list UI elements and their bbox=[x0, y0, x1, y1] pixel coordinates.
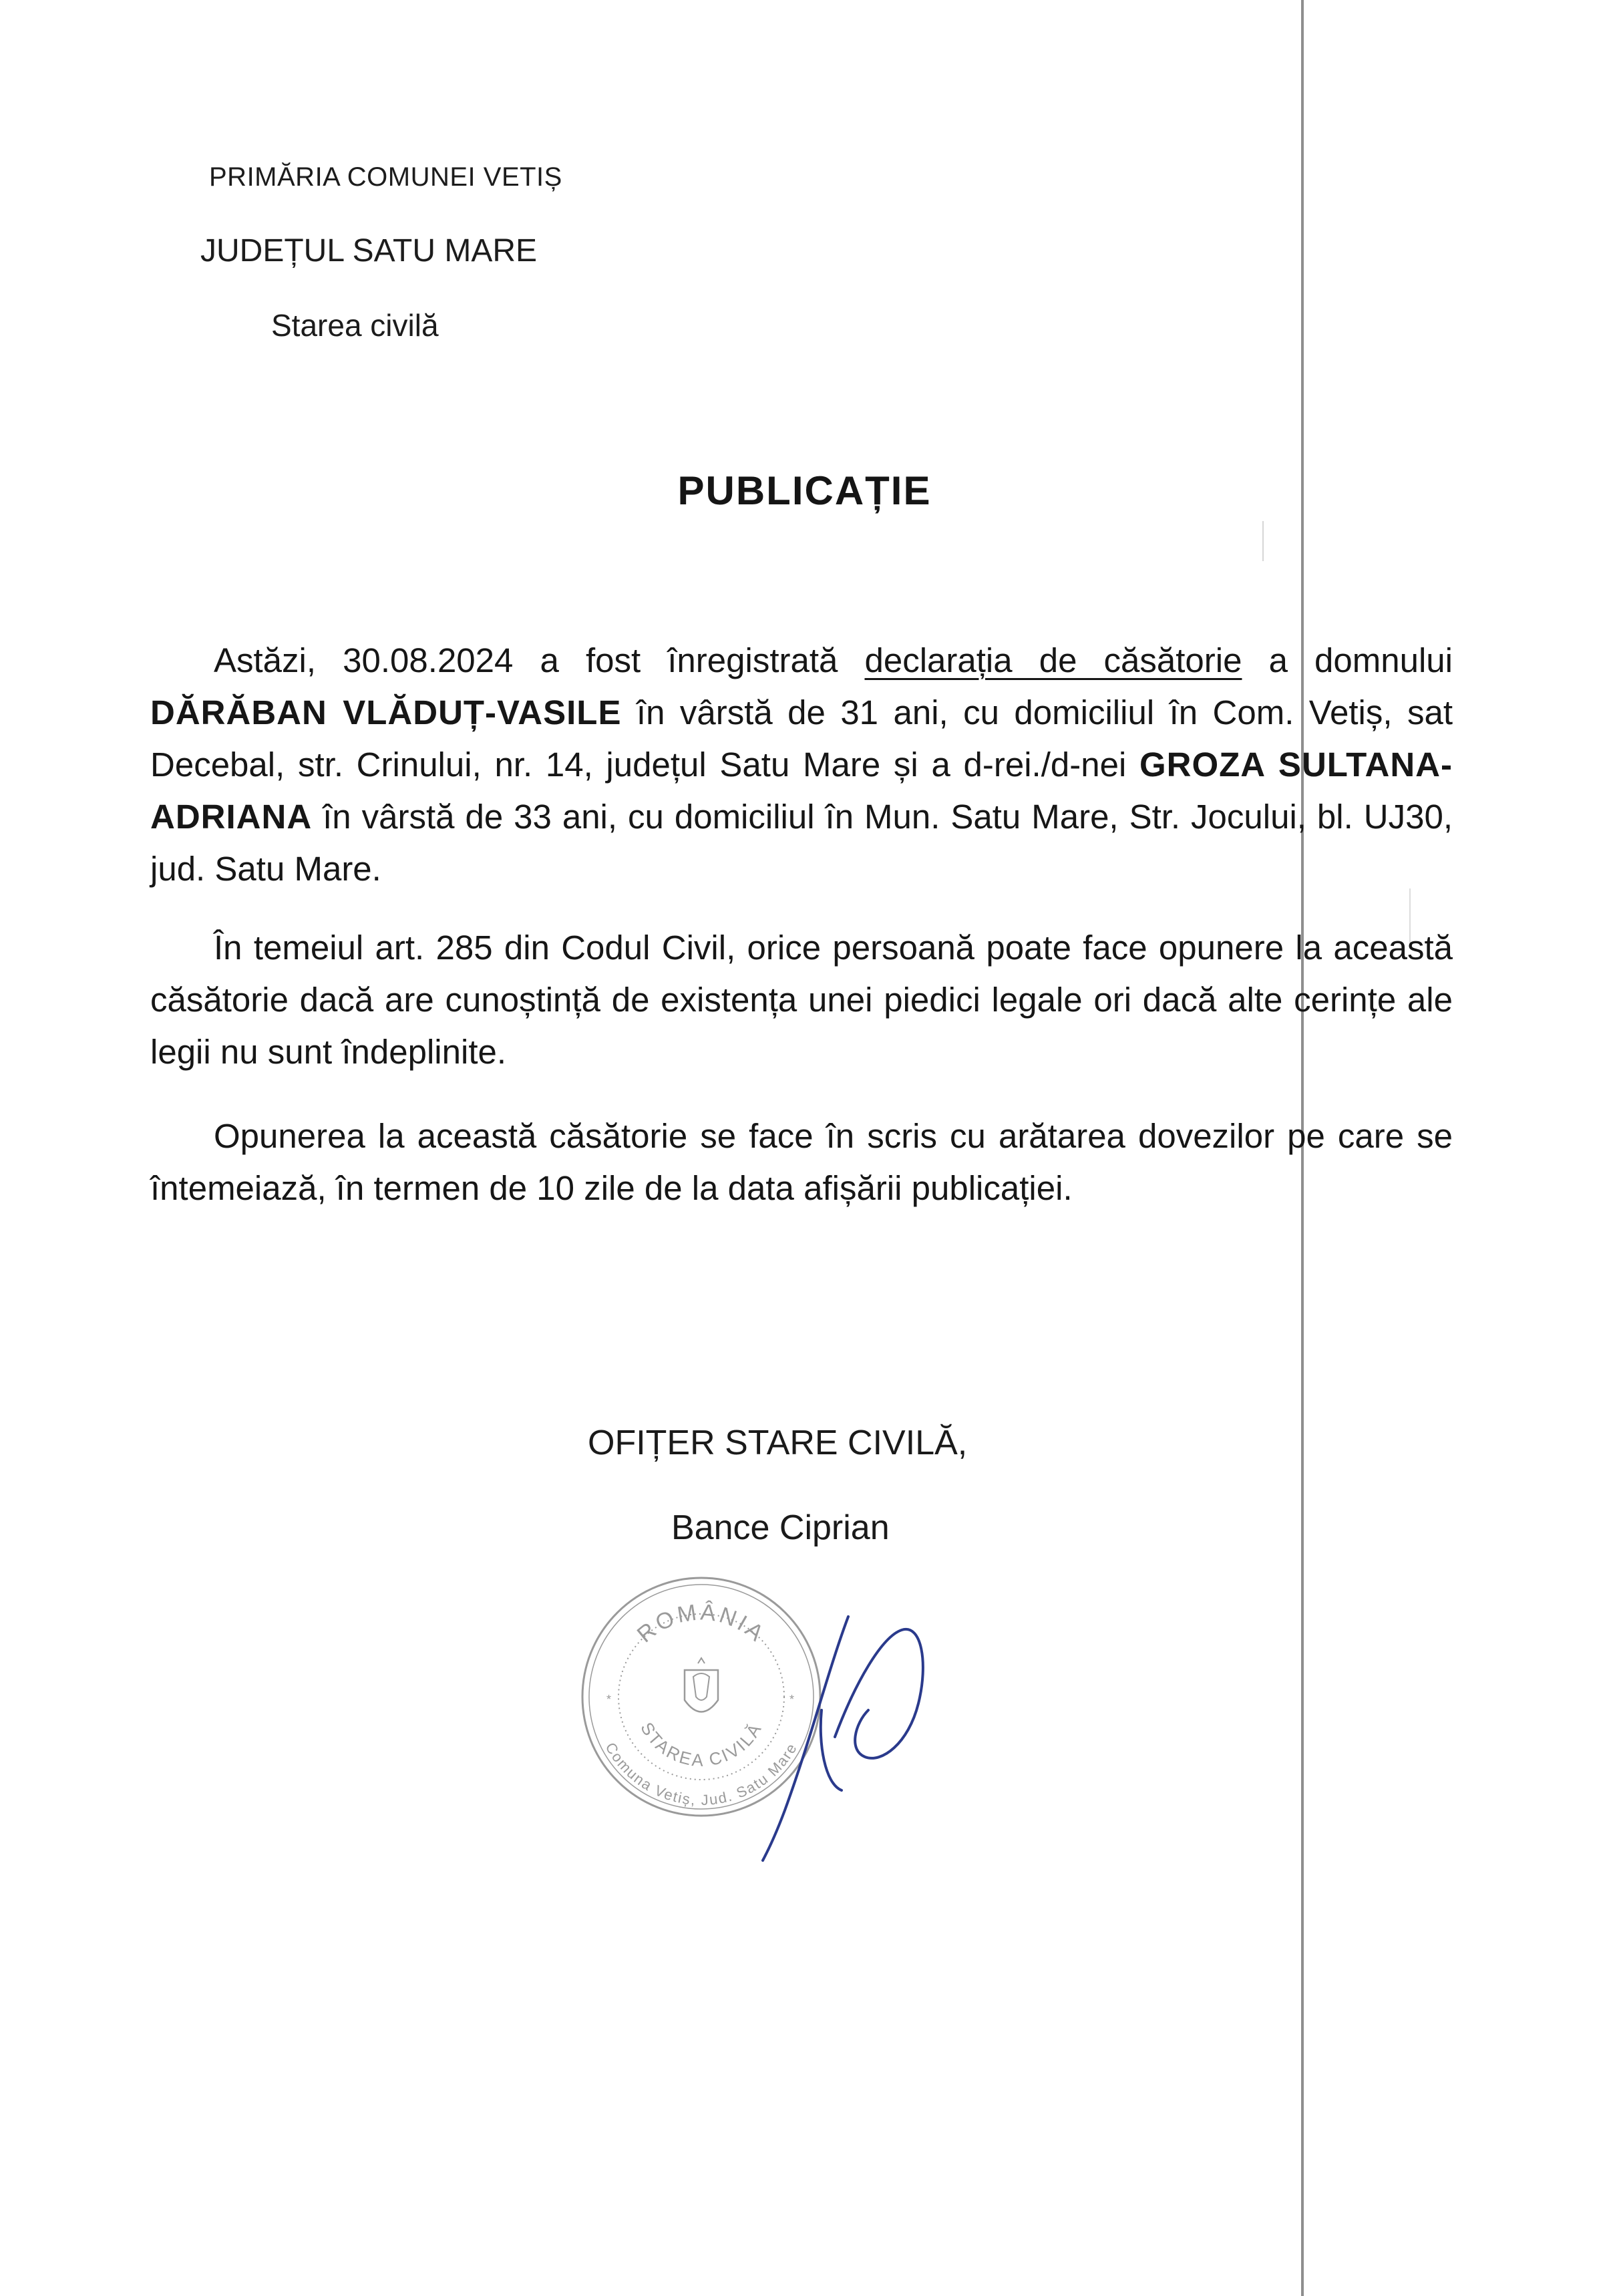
svg-text:STAREA CIVILĂ bbox=[637, 1719, 766, 1770]
seal-top-text: ROMÂNIA bbox=[632, 1599, 771, 1648]
document-title: PUBLICAȚIE bbox=[677, 468, 932, 513]
text-segment: Astăzi, 30.08.2024 a fost înregistrată bbox=[214, 641, 865, 679]
signatory-title: OFIȚER STARE CIVILĂ, bbox=[588, 1424, 968, 1462]
announcement-paragraph bbox=[150, 635, 1453, 895]
handwritten-signature bbox=[748, 1590, 948, 1870]
text-segment: în vârstă de 33 ani, cu domiciliul în Mun. Satu Mare, Str. Jocului, bl. UJ30, jud. Satu Mare. bbox=[150, 798, 1453, 888]
opposition-text: Opunerea la această căsătorie se face în scris cu arătarea dovezilor pe care se întemeiază, în termen de 10 zile de la data afișării publicației. bbox=[150, 1117, 1453, 1207]
seal-star-right: * bbox=[789, 1693, 795, 1706]
scan-mark bbox=[1262, 521, 1264, 561]
seal-center-text: STAREA CIVILĂ bbox=[637, 1719, 766, 1771]
legal-basis-text: În temeiul art. 285 din Codul Civil, orice persoană poate face opunere la această căsătorie dacă are cunoștință de existența unei piedici legale ori dacă alte cerințe ale legii nu sunt îndeplinite. bbox=[150, 929, 1453, 1071]
groom-name: DĂRĂBAN VLĂDUȚ-VASILE bbox=[150, 693, 622, 731]
office-name: Starea civilă bbox=[271, 308, 439, 343]
seal-ring-text: Comuna Vetiș, Jud. Satu Mare bbox=[602, 1740, 801, 1809]
signatory-name: Bance Ciprian bbox=[671, 1508, 890, 1547]
seal-star-left: * bbox=[606, 1693, 612, 1706]
bride-name: GROZA SULTANA-ADRIANA bbox=[150, 746, 1453, 836]
institution-name: PRIMĂRIA COMUNEI VETIȘ bbox=[209, 162, 562, 192]
legal-basis-paragraph bbox=[150, 922, 1453, 1078]
declaration-term: declarația de căsătorie bbox=[864, 641, 1242, 679]
text-segment: în vârstă de 31 ani, cu domiciliul în Com. Vetiș, sat Decebal, str. Crinului, nr. 14, județul Satu Mare și a d-rei./d-nei bbox=[150, 693, 1453, 784]
text-segment: a domnului bbox=[1242, 641, 1453, 679]
opposition-paragraph bbox=[150, 1110, 1453, 1214]
county-name: JUDEȚUL SATU MARE bbox=[200, 233, 538, 269]
